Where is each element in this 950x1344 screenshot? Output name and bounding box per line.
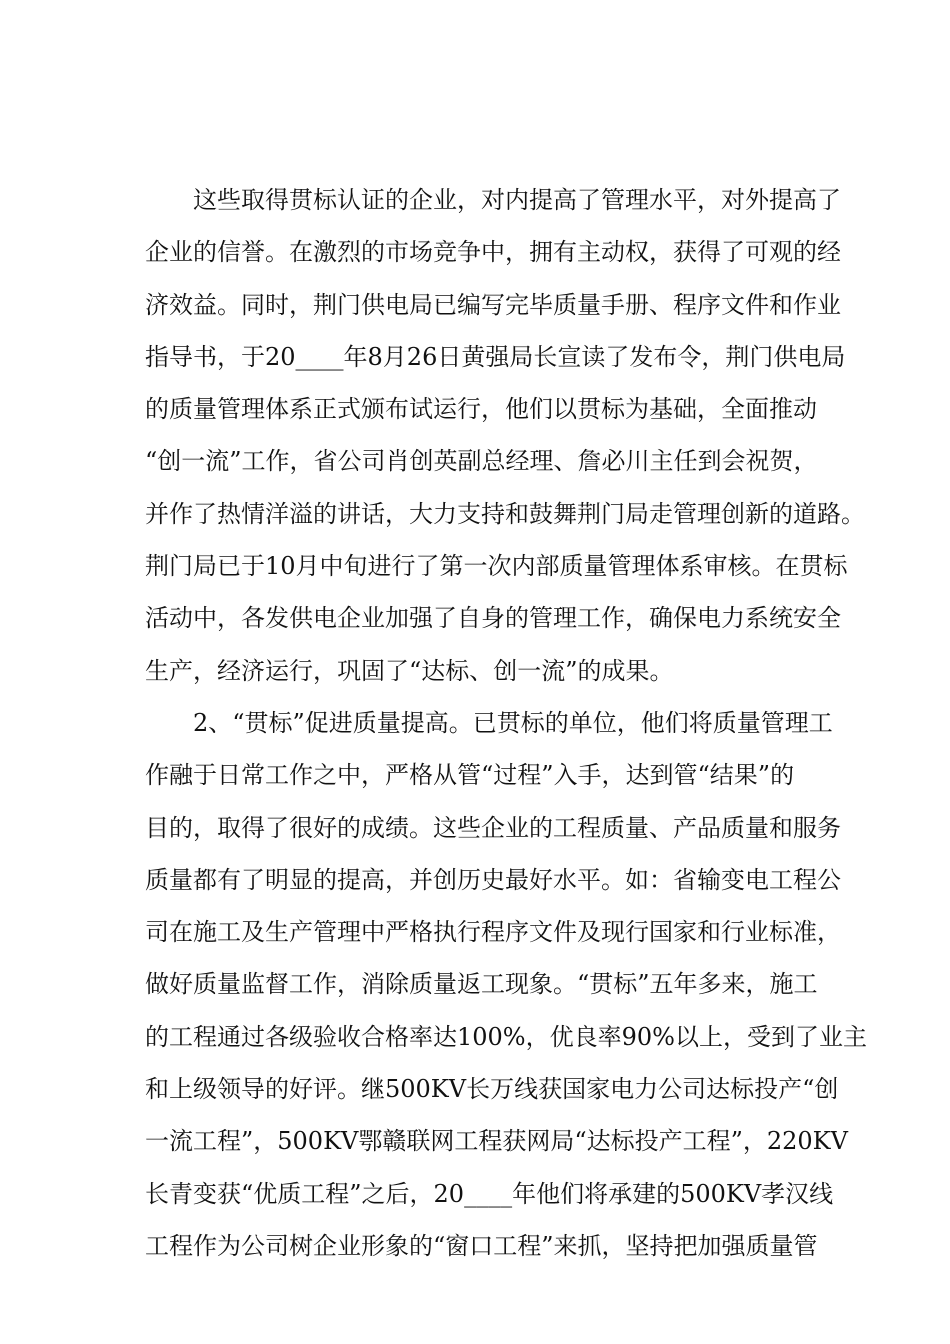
paragraph-line: 指导书，于20____年8月26日黄强局长宣读了发布令，荆门供电局 xyxy=(145,342,846,371)
paragraph-line: 企业的信誉。在激烈的市场竞争中，拥有主动权，获得了可观的经 xyxy=(145,238,841,267)
paragraph-line: 做好质量监督工作，消除质量返工现象。“贯标”五年多来，施工 xyxy=(145,970,818,999)
paragraph-line: 2、“贯标”促进质量提高。已贯标的单位，他们将质量管理工 xyxy=(193,708,833,737)
paragraph-line: 生产，经济运行，巩固了“达标、创一流”的成果。 xyxy=(145,656,674,685)
paragraph-line: 质量都有了明显的提高，并创历史最好水平。如：省输变电工程公 xyxy=(145,865,841,894)
paragraph-line: 的工程通过各级验收合格率达100%，优良率90%以上，受到了业主 xyxy=(145,1022,867,1051)
paragraph-line: “创一流”工作，省公司肖创英副总经理、詹必川主任到会祝贺， xyxy=(145,447,818,476)
paragraph-line: 司在施工及生产管理中严格执行程序文件及现行国家和行业标准， xyxy=(145,918,841,947)
paragraph-line: 活动中，各发供电企业加强了自身的管理工作，确保电力系统安全 xyxy=(145,604,841,633)
paragraph-line: 和上级领导的好评。继500KV长万线获国家电力公司达标投产“创 xyxy=(145,1075,839,1104)
paragraph-line: 并作了热情洋溢的讲话，大力支持和鼓舞荆门局走管理创新的道路。 xyxy=(145,499,865,528)
paragraph-line: 作融于日常工作之中，严格从管“过程”入手，达到管“结果”的 xyxy=(145,761,795,790)
paragraph-line: 长青变获“优质工程”之后，20____年他们将承建的500KV孝汉线 xyxy=(145,1179,834,1208)
paragraph-line: 这些取得贯标认证的企业，对内提高了管理水平，对外提高了 xyxy=(193,186,841,214)
paragraph-line: 济效益。同时，荆门供电局已编写完毕质量手册、程序文件和作业 xyxy=(145,290,841,319)
paragraph-line: 的质量管理体系正式颁布试运行，他们以贯标为基础，全面推动 xyxy=(145,395,817,424)
body-text xyxy=(145,178,867,1276)
paragraph-line: 一流工程”，500KV鄂赣联网工程获网局“达标投产工程”，220KV xyxy=(145,1127,848,1156)
paragraph-line: 工程作为公司树企业形象的“窗口工程”来抓，坚持把加强质量管 xyxy=(145,1231,818,1260)
paragraph-line: 目的，取得了很好的成绩。这些企业的工程质量、产品质量和服务 xyxy=(145,813,841,842)
paragraph-line: 荆门局已于10月中旬进行了第一次内部质量管理体系审核。在贯标 xyxy=(145,552,848,581)
